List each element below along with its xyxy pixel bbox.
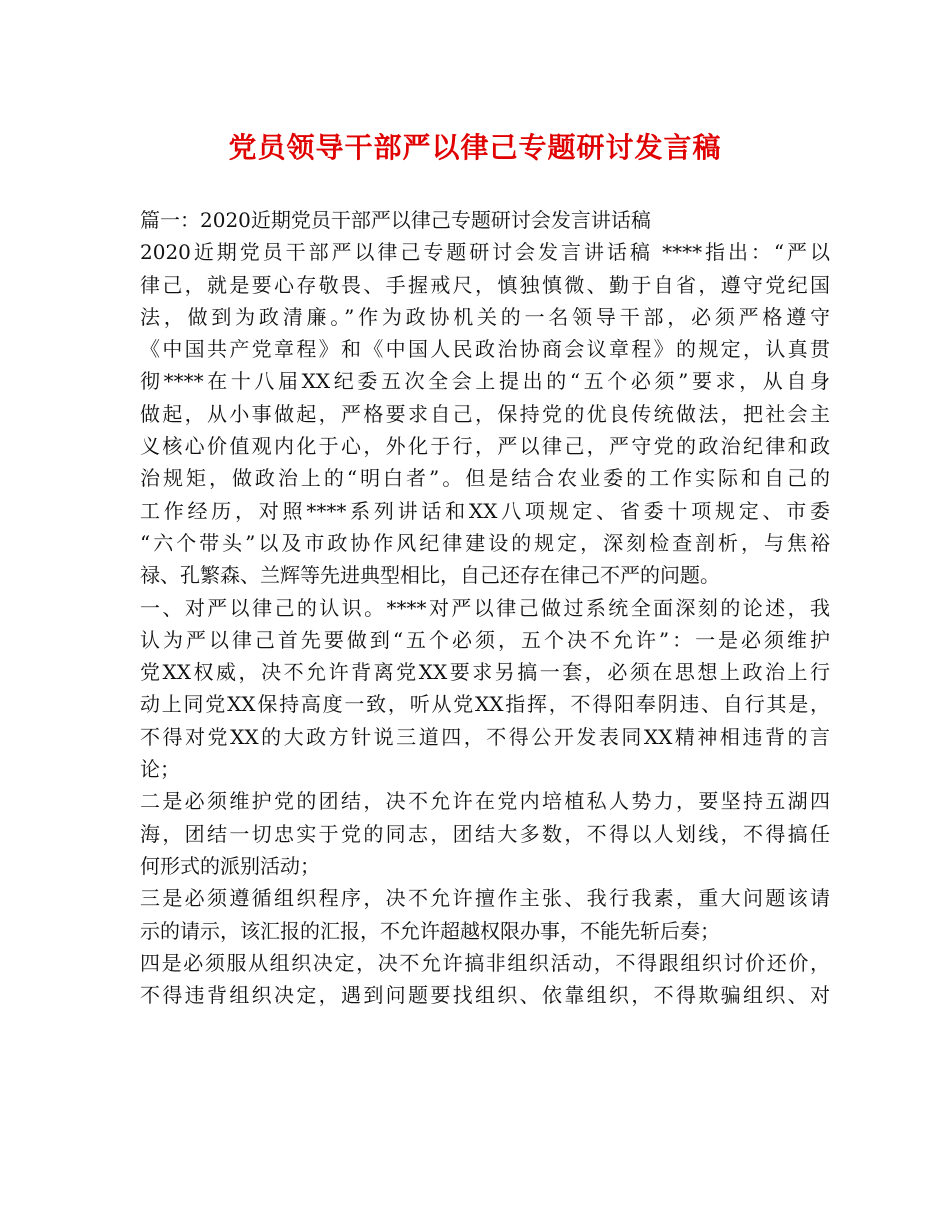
text-line: 海，团结一切忠实于党的同志，团结大多数，不得以人划线，不得搞任 <box>140 821 830 846</box>
text-line: 律己，就是要心存敬畏、手握戒尺，慎独慎微、勤于自省，遵守党纪国 <box>140 272 830 297</box>
text-line: 2020近期党员干部严以律己专题研讨会发言讲话稿 ****指出：“严以 <box>140 240 830 265</box>
text-line: 党XX权威，决不允许背离党XX要求另搞一套，必须在思想上政治上行 <box>140 660 830 685</box>
text-line: 认为严以律己首先要做到“五个必须，五个决不允许”：一是必须维护 <box>140 627 830 652</box>
text-line: 三是必须遵循组织程序，决不允许擅作主张、我行我素，重大问题该请 <box>140 886 830 911</box>
text-line: 法，做到为政清廉。”作为政协机关的一名领导干部，必须严格遵守 <box>140 304 830 329</box>
document-title: 党员领导干部严以律己专题研讨发言稿 <box>228 131 722 164</box>
text-line: 示的请示，该汇报的汇报，不允许超越权限办事，不能先斩后奏； <box>140 918 720 943</box>
text-line: 彻****在十八届XX纪委五次全会上提出的“五个必须”要求，从自身 <box>140 369 830 394</box>
text-line: 篇一：2020近期党员干部严以律己专题研讨会发言讲话稿 <box>140 208 651 232</box>
document-body <box>140 204 830 1011</box>
text-line: 动上同党XX保持高度一致，听从党XX指挥，不得阳奉阴违、自行其是， <box>140 692 830 717</box>
text-line: 不得违背组织决定，遇到问题要找组织、依靠组织，不得欺骗组织、对 <box>140 983 830 1008</box>
text-line: 论； <box>140 757 180 782</box>
text-line: 《中国共产党章程》和《中国人民政治协商会议章程》的规定，认真贯 <box>140 337 830 362</box>
text-line: 一、对严以律己的认识。****对严以律己做过系统全面深刻的论述，我 <box>140 595 830 620</box>
text-line: 二是必须维护党的团结，决不允许在党内培植私人势力，要坚持五湖四 <box>140 789 830 814</box>
text-line: “六个带头”以及市政协作风纪律建设的规定，深刻检查剖析，与焦裕 <box>140 530 830 555</box>
text-line: 工作经历，对照****系列讲话和XX八项规定、省委十项规定、市委 <box>140 498 830 523</box>
text-line: 何形式的派别活动； <box>140 853 320 878</box>
text-line: 四是必须服从组织决定，决不允许搞非组织活动，不得跟组织讨价还价， <box>140 950 830 975</box>
text-line: 禄、孔繁森、兰辉等先进典型相比，自己还存在律己不严的问题。 <box>140 563 720 588</box>
text-line: 不得对党XX的大政方针说三道四，不得公开发表同XX精神相违背的言 <box>140 724 830 749</box>
text-line: 义核心价值观内化于心，外化于行，严以律己，严守党的政治纪律和政 <box>140 434 830 459</box>
text-line: 治规矩，做政治上的“明白者”。但是结合农业委的工作实际和自己的 <box>140 466 830 491</box>
text-line: 做起，从小事做起，严格要求自己，保持党的优良传统做法，把社会主 <box>140 401 830 426</box>
